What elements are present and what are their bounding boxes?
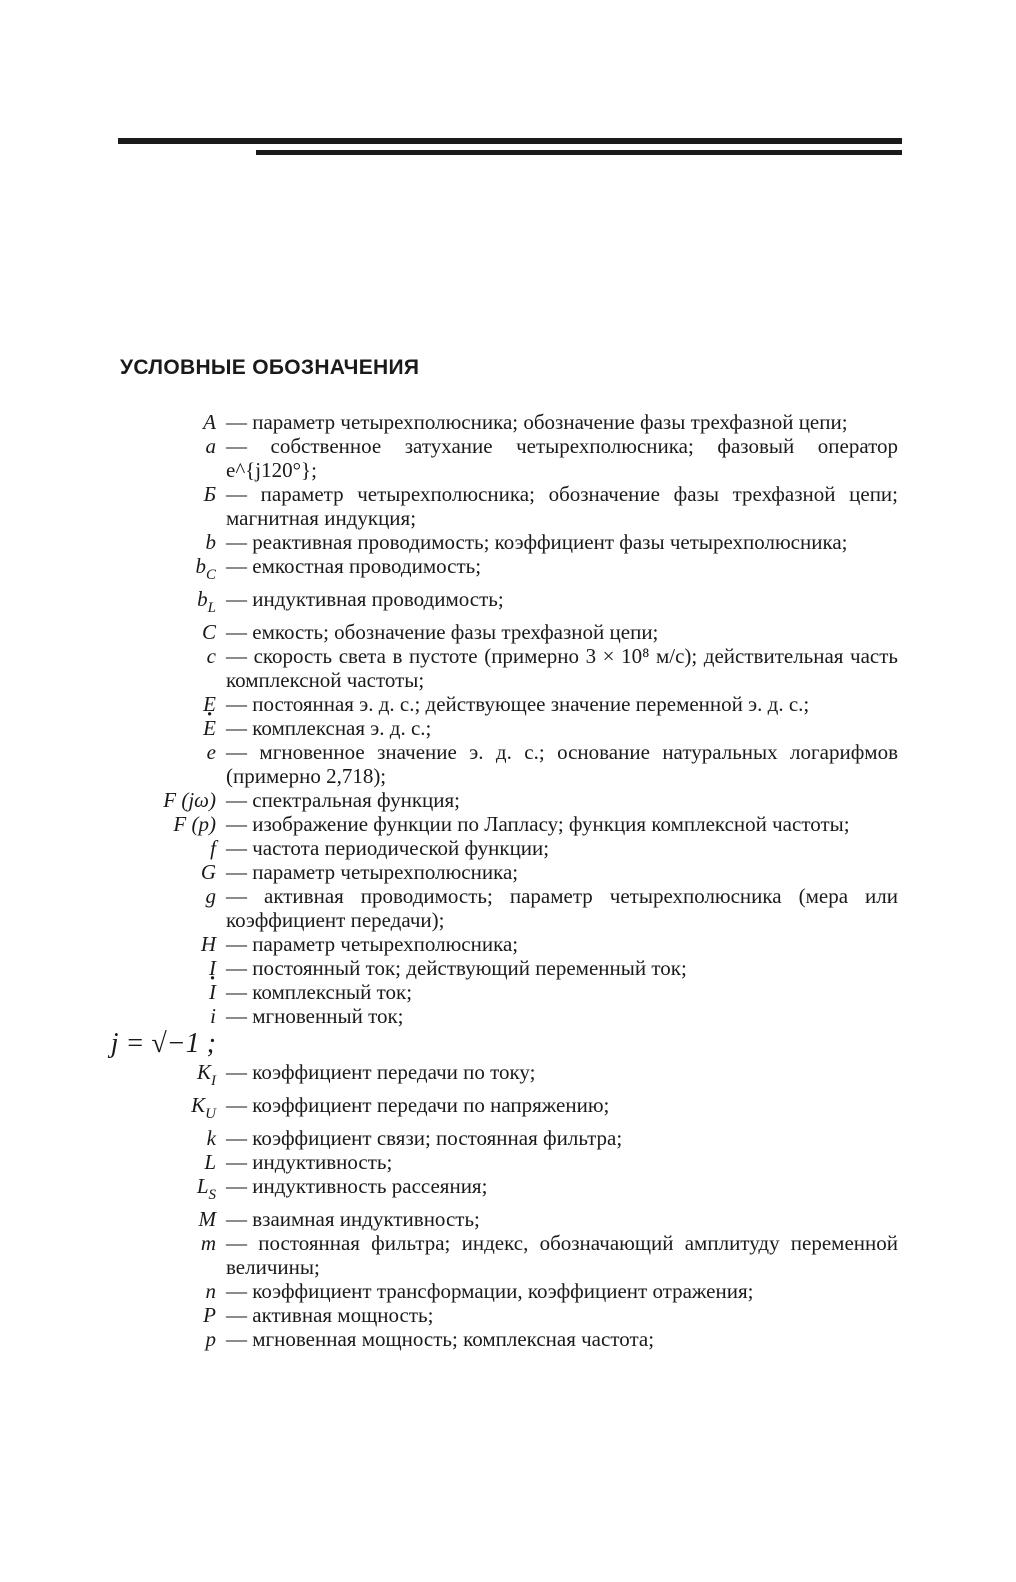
notation-description: — емкостная проводимость; [226,554,482,578]
notation-symbol: $b_C$ [195,554,216,583]
notation-description: — комплексная э. д. с.; [226,716,432,740]
list-item [0,1207,1016,1231]
notation-description: — мгновенная мощность; комплексная частота; [226,1327,655,1351]
notation-symbol: n [205,1279,216,1303]
notation-symbol: · I [0,980,222,1004]
list-item [0,1126,1016,1150]
list-item [0,554,1016,587]
notation-description: — емкость; обозначение фазы трехфазной цепи; [226,620,659,644]
notation-symbol: E [203,692,216,716]
notation-symbol: F (p) [173,812,216,836]
notation-description: — комплексный ток; [226,980,413,1004]
notation-symbol: M [198,1207,216,1231]
notation-description: — частота периодической функции; [226,836,550,860]
list-item [0,716,1016,740]
notation-description: — коэффициент передачи по напряжению; [226,1093,610,1117]
list-item [0,740,1016,788]
list-item [0,587,1016,620]
notation-symbol: g [205,884,216,908]
list-item [0,1174,1016,1207]
list-item [0,620,1016,644]
list-item [0,1279,1016,1303]
notation-symbol: f [210,836,216,860]
list-item [0,644,1016,692]
list-item [0,1231,1016,1279]
notation-symbol: m [200,1231,216,1255]
notation-symbol: H [200,932,216,956]
notation-symbol: G [200,860,216,884]
list-item [0,860,1016,884]
list-item [0,836,1016,860]
list-item [0,1327,1016,1351]
notation-description: — коэффициент трансформации, коэффициент отражения; [226,1279,754,1303]
notation-symbol: $b_L$ [197,587,216,616]
notation-symbol: k [206,1126,216,1150]
notation-symbol: A [203,410,216,434]
notation-symbol: I [209,956,216,980]
list-item [0,956,1016,980]
notation-symbol: i [210,1004,216,1028]
notation-symbol: F (jω) [163,788,216,812]
notation-description: — спектральная функция; [226,788,461,812]
list-item [0,530,1016,554]
notation-description: — коэффициент передачи по току; [226,1060,536,1084]
list-item [0,1303,1016,1327]
notation-description: — параметр четырехполюсника; [226,932,519,956]
list-item [0,980,1016,1004]
notation-description: — реактивная проводимость; коэффициент фазы четырехполюсника; [226,530,848,554]
notation-symbol: P [203,1303,216,1327]
notation-symbol: $K_U$ [191,1093,216,1122]
notation-description: — параметр четырехполюсника; [226,860,519,884]
notation-description: — индуктивность рассеяния; [226,1174,488,1198]
notation-symbol: L [204,1150,216,1174]
notation-symbol: p [205,1327,216,1351]
notation-symbol: c [206,644,216,668]
notation-description: — параметр четырехполюсника; обозначение фазы трехфазной цепи; магнитная индукция; [226,482,898,530]
notation-description: — коэффициент связи; постоянная фильтра; [226,1126,623,1150]
list-item [0,1150,1016,1174]
notation-description: — постоянный ток; действующий переменный ток; [226,956,687,980]
page-title: УСЛОВНЫЕ ОБОЗНАЧЕНИЯ [120,356,420,379]
list-item [0,1093,1016,1126]
list-item [0,812,1016,836]
notation-description: — индуктивность; [226,1150,393,1174]
notation-symbol: $L_S$ [196,1174,216,1203]
notation-description: — активная мощность; [226,1303,434,1327]
notation-description: — скорость света в пустоте (примерно 3 × 10⁸ м/с); действительная часть комплексной частоты; [226,644,898,692]
notation-description: — взаимная индуктивность; [226,1207,480,1231]
notation-description: — собственное затухание четырехполюсника; фазовый оператор e^{j120°}; [226,434,898,482]
notation-symbol: b [205,530,216,554]
list-item [0,1004,1016,1028]
notation-symbol: Б [203,482,216,506]
list-item [0,410,1016,434]
notation-symbol: · E [0,716,222,740]
notation-symbol: C [201,620,216,644]
list-item [0,932,1016,956]
bottom-rule [256,150,902,155]
list-item [0,788,1016,812]
notation-description: — постоянная э. д. с.; действующее значение переменной э. д. с.; [226,692,810,716]
notation-symbol: $K_I$ [196,1060,216,1089]
list-item [0,884,1016,932]
notation-list [0,410,1016,1351]
list-item [0,434,1016,482]
notation-description: — параметр четырехполюсника; обозначение фазы трехфазной цепи; [226,410,848,434]
list-item [0,482,1016,530]
list-item [0,1028,1016,1059]
notation-symbol: j = √−1 ; [110,1028,216,1059]
notation-description: — постоянная фильтра; индекс, обозначающий амплитуду переменной величины; [226,1231,899,1279]
notation-symbol: a [205,434,216,458]
notation-symbol: e [206,740,216,764]
list-item [0,692,1016,716]
notation-description: — мгновенный ток; [226,1004,404,1028]
notation-description: — индуктивная проводимость; [226,587,504,611]
notation-description: — мгновенное значение э. д. с.; основание натуральных логарифмов (примерно 2,718); [226,740,899,788]
list-item [0,1060,1016,1093]
notation-description: — изображение функции по Лапласу; функция комплексной частоты; [226,812,850,836]
notation-description: — активная проводимость; параметр четырехполюсника (мера или коэффициент передачи); [226,884,898,932]
top-rule [118,138,902,144]
